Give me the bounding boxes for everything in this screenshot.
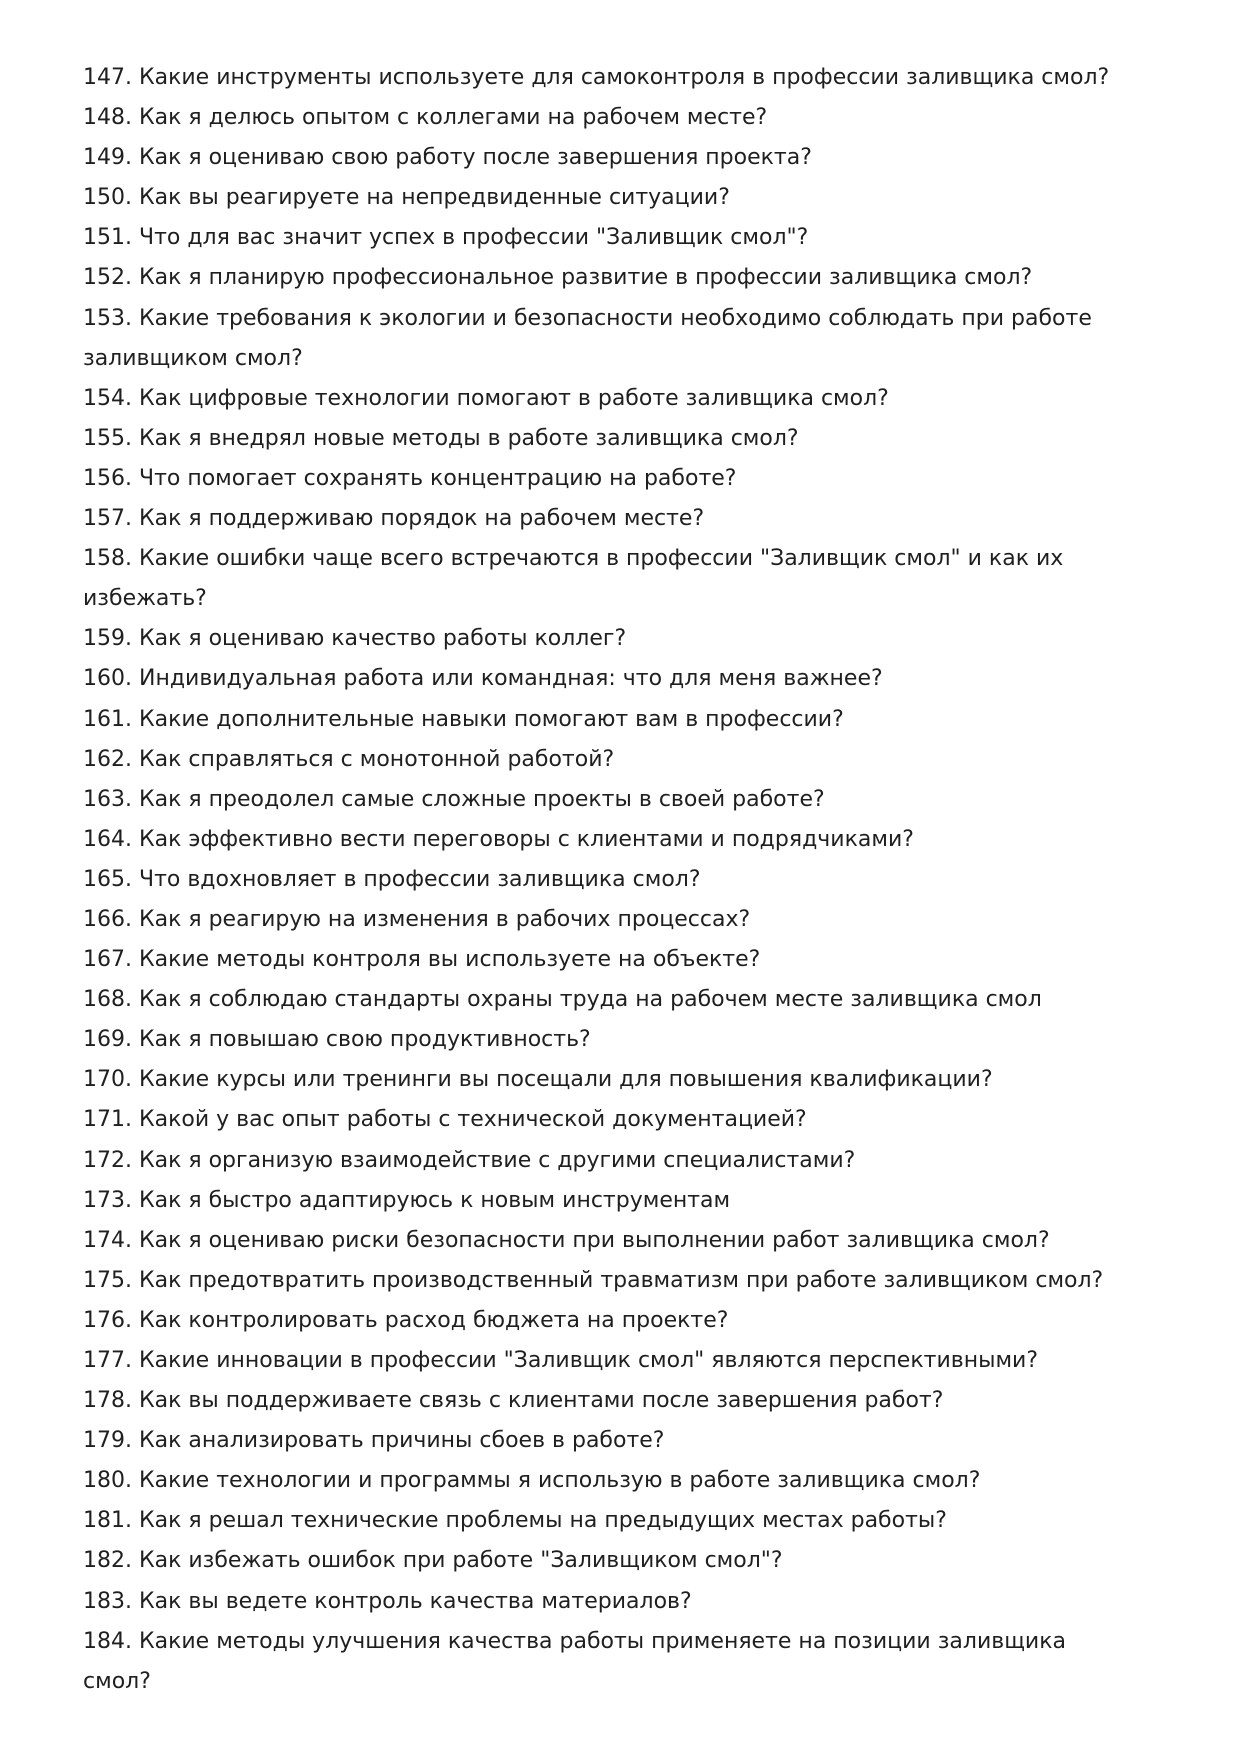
question-text: Какие ошибки чаще всего встречаются в профессии "Заливщик смол" и как их избежать? [83, 546, 1064, 612]
question-item [83, 1100, 1119, 1140]
question-number: 182. [83, 1548, 132, 1574]
question-text: Как я планирую профессиональное развитие в профессии заливщика смол? [138, 265, 1033, 291]
question-item [83, 1541, 1119, 1581]
question-number: 161. [83, 706, 132, 732]
question-text: Какие инструменты используете для самоконтроля в профессии заливщика смол? [138, 65, 1110, 90]
question-item [83, 1381, 1119, 1421]
question-text: Индивидуальная работа или командная: что для меня важнее? [138, 666, 883, 692]
question-item [83, 539, 1119, 619]
question-item [83, 419, 1119, 459]
question-number: 162. [83, 746, 132, 772]
question-number: 179. [83, 1428, 132, 1454]
question-number: 168. [83, 987, 132, 1013]
question-number: 176. [83, 1307, 132, 1333]
question-text: Как я внедрял новые методы в работе заливщика смол? [138, 425, 799, 451]
question-item [83, 138, 1119, 178]
question-item [83, 98, 1119, 138]
question-item [83, 1341, 1119, 1381]
question-number: 175. [83, 1267, 132, 1293]
question-item [83, 1622, 1119, 1702]
question-text: Как вы ведете контроль качества материалов? [138, 1588, 692, 1614]
question-text: Как контролировать расход бюджета на проекте? [138, 1307, 729, 1333]
question-item [83, 1501, 1119, 1541]
question-number: 157. [83, 506, 132, 532]
question-text: Как я делюсь опытом с коллегами на рабочем месте? [138, 105, 768, 131]
question-item [83, 1060, 1119, 1100]
question-item [83, 740, 1119, 780]
question-item [83, 1261, 1119, 1301]
question-number: 170. [83, 1067, 132, 1093]
question-text: Как я быстро адаптируюсь к новым инструментам [138, 1187, 731, 1213]
question-number: 165. [83, 866, 132, 892]
question-item [83, 1141, 1119, 1181]
question-item [83, 860, 1119, 900]
question-number: 164. [83, 826, 132, 852]
question-text: Что вдохновляет в профессии заливщика смол? [138, 866, 701, 892]
question-text: Как я оцениваю качество работы коллег? [138, 626, 627, 652]
question-text: Что для вас значит успех в профессии "Заливщик смол"? [138, 225, 809, 251]
question-item [83, 980, 1119, 1020]
question-text: Какие дополнительные навыки помогают вам в профессии? [138, 706, 844, 732]
question-item [83, 1020, 1119, 1060]
question-number: 166. [83, 906, 132, 932]
question-number: 184. [83, 1628, 132, 1654]
question-text: Как справляться с монотонной работой? [138, 746, 615, 772]
question-text: Как предотвратить производственный травматизм при работе заливщиком смол? [138, 1267, 1104, 1293]
question-text: Как цифровые технологии помогают в работе заливщика смол? [138, 385, 889, 411]
question-text: Как я оцениваю риски безопасности при выполнении работ заливщика смол? [138, 1227, 1050, 1253]
question-item [83, 1301, 1119, 1341]
question-text: Как вы реагируете на непредвиденные ситуации? [138, 185, 730, 211]
question-number: 153. [83, 305, 132, 331]
question-item [83, 900, 1119, 940]
question-text: Как я повышаю свою продуктивность? [138, 1027, 591, 1053]
question-text: Как я соблюдаю стандарты охраны труда на рабочем месте заливщика смол [138, 987, 1042, 1013]
question-item [83, 1221, 1119, 1261]
question-item [83, 58, 1119, 98]
question-text: Как эффективно вести переговоры с клиентами и подрядчиками? [138, 826, 914, 852]
question-number: 149. [83, 145, 132, 171]
question-number: 159. [83, 626, 132, 652]
question-number: 173. [83, 1187, 132, 1213]
question-number: 180. [83, 1468, 132, 1494]
question-number: 151. [83, 225, 132, 251]
question-text: Как я решал технические проблемы на предыдущих местах работы? [138, 1508, 947, 1534]
question-list [83, 58, 1119, 1702]
question-number: 147. [83, 65, 132, 90]
question-item [83, 1181, 1119, 1221]
question-text: Какие технологии и программы я использую в работе заливщика смол? [138, 1468, 981, 1494]
question-item [83, 379, 1119, 419]
question-text: Что помогает сохранять концентрацию на работе? [138, 465, 737, 491]
question-text: Какие курсы или тренинги вы посещали для повышения квалификации? [138, 1067, 993, 1093]
question-number: 154. [83, 385, 132, 411]
question-item [83, 619, 1119, 659]
question-item [83, 218, 1119, 258]
question-number: 169. [83, 1027, 132, 1053]
question-number: 181. [83, 1508, 132, 1534]
question-number: 163. [83, 786, 132, 812]
question-number: 171. [83, 1107, 132, 1133]
question-number: 148. [83, 105, 132, 131]
question-item [83, 499, 1119, 539]
question-item [83, 659, 1119, 699]
question-item [83, 178, 1119, 218]
question-text: Как я оцениваю свою работу после завершения проекта? [138, 145, 812, 171]
question-item [83, 258, 1119, 298]
question-item [83, 820, 1119, 860]
question-item [83, 1582, 1119, 1622]
question-text: Какие инновации в профессии "Заливщик смол" являются перспективными? [138, 1348, 1039, 1373]
question-number: 174. [83, 1227, 132, 1253]
question-item [83, 700, 1119, 740]
question-number: 177. [83, 1348, 132, 1373]
question-number: 155. [83, 425, 132, 451]
question-item [83, 1421, 1119, 1461]
question-number: 152. [83, 265, 132, 291]
question-text: Как я преодолел самые сложные проекты в своей работе? [138, 786, 825, 812]
question-number: 178. [83, 1388, 132, 1414]
question-item [83, 299, 1119, 379]
question-item [83, 780, 1119, 820]
question-text: Как избежать ошибок при работе "Заливщиком смол"? [138, 1548, 783, 1574]
question-number: 160. [83, 666, 132, 692]
question-item [83, 459, 1119, 499]
question-text: Какие методы улучшения качества работы применяете на позиции заливщика смол? [83, 1628, 1066, 1694]
question-number: 183. [83, 1588, 132, 1614]
question-text: Какие требования к экологии и безопасности необходимо соблюдать при работе заливщиком смол? [83, 305, 1092, 371]
question-number: 150. [83, 185, 132, 211]
question-number: 156. [83, 465, 132, 491]
question-number: 158. [83, 546, 132, 572]
question-text: Какие методы контроля вы используете на объекте? [138, 947, 761, 973]
question-number: 172. [83, 1147, 132, 1173]
question-text: Как я реагирую на изменения в рабочих процессах? [138, 906, 751, 932]
question-text: Как я поддерживаю порядок на рабочем месте? [138, 506, 705, 532]
question-text: Как я организую взаимодействие с другими специалистами? [138, 1147, 856, 1173]
question-item [83, 1461, 1119, 1501]
question-text: Какой у вас опыт работы с технической документацией? [138, 1107, 807, 1133]
question-number: 167. [83, 947, 132, 973]
question-text: Как анализировать причины сбоев в работе? [138, 1428, 665, 1454]
question-item [83, 940, 1119, 980]
question-text: Как вы поддерживаете связь с клиентами после завершения работ? [138, 1388, 944, 1414]
